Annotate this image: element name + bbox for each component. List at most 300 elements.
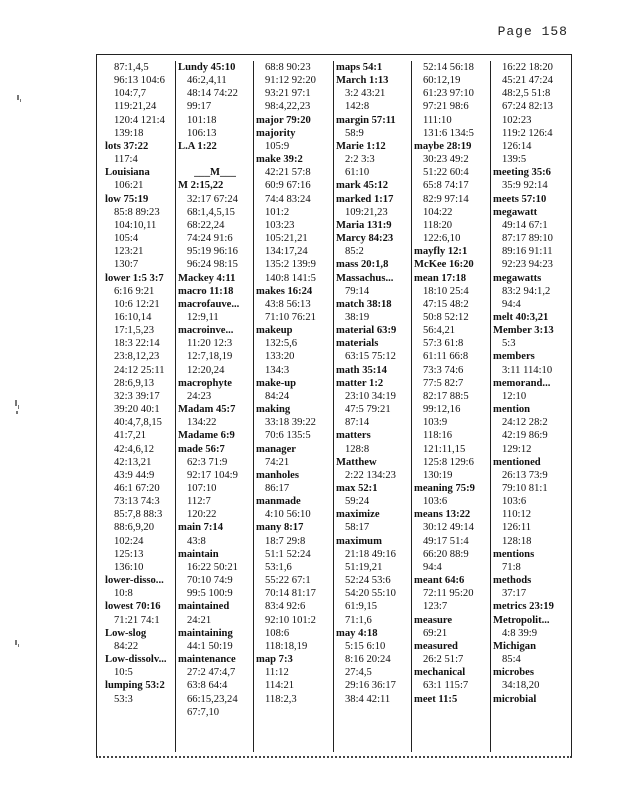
index-term: manholes <box>256 469 299 481</box>
index-locator: 118:18,19 <box>265 640 308 652</box>
index-term: manmade <box>256 496 301 508</box>
index-term: Matthew <box>336 456 377 468</box>
index-term: max 52:1 <box>336 483 378 494</box>
index-locator: 23:10 34:19 <box>345 390 396 402</box>
index-term: March 1:13 <box>336 75 389 87</box>
index-locator: 105:9 <box>265 140 290 152</box>
index-term: ___M___ <box>194 167 236 179</box>
index-locator: 73:13 74:3 <box>114 496 160 508</box>
index-term: measure <box>414 614 453 626</box>
index-term: Low-dissolv... <box>105 654 167 666</box>
index-locator: 30:12 49:14 <box>423 522 474 534</box>
index-term: makes 16:24 <box>256 285 313 297</box>
index-locator: 87:1,4,5 <box>114 62 149 73</box>
index-locator: 126:11 <box>502 522 532 534</box>
index-locator: 86:17 <box>265 483 290 494</box>
index-locator: 101:2 <box>265 206 290 218</box>
index-locator: 43:8 56:13 <box>265 298 311 310</box>
index-locator: 95:19 96:16 <box>187 246 238 258</box>
index-term: melt 40:3,21 <box>493 311 549 323</box>
index-locator: 6:16 9:21 <box>114 285 155 297</box>
index-locator: 82:9 97:14 <box>423 193 469 205</box>
index-locator: 117:4 <box>114 154 138 166</box>
index-term: Metropolit... <box>493 614 550 626</box>
index-locator: 27:2 47:4,7 <box>187 667 236 679</box>
index-locator: 28:6,9,13 <box>114 377 155 389</box>
index-locator: 99:5 100:9 <box>187 588 233 600</box>
index-locator: 134:22 <box>187 417 217 429</box>
index-locator: 101:18 <box>187 114 217 126</box>
index-term: megawatts <box>493 272 542 284</box>
index-term: maximum <box>336 535 382 547</box>
index-term: Michigan <box>493 640 536 652</box>
index-term: marked 1:17 <box>336 193 394 205</box>
index-column-6 <box>490 61 573 752</box>
index-locator: 106:13 <box>187 127 217 139</box>
index-locator: 45:21 47:24 <box>502 75 553 87</box>
index-locator: 60:12,19 <box>423 75 461 87</box>
index-locator: 66:20 88:9 <box>423 548 469 560</box>
index-locator: 112:7 <box>187 496 211 508</box>
index-locator: 118:20 <box>423 219 453 231</box>
index-locator: 47:15 48:2 <box>423 298 469 310</box>
index-locator: 103:23 <box>265 219 295 231</box>
index-locator: 44:1 50:19 <box>187 640 233 652</box>
index-locator: 103:6 <box>423 496 448 508</box>
index-term: main 7:14 <box>178 522 224 534</box>
index-term: metrics 23:19 <box>493 601 554 613</box>
index-term: math 35:14 <box>336 364 387 376</box>
index-locator: 70:14 81:17 <box>265 588 316 600</box>
index-locator: 105:21,21 <box>265 233 308 245</box>
index-term: margin 57:11 <box>336 114 396 126</box>
index-term: make 39:2 <box>256 154 303 166</box>
index-term: lumping 53:2 <box>105 680 165 692</box>
index-term: mayfly 12:1 <box>414 246 468 258</box>
index-term: measured <box>414 640 458 652</box>
index-locator: 18:10 25:4 <box>423 285 469 297</box>
index-locator: 140:8 141:5 <box>265 272 316 284</box>
index-locator: 4:8 39:9 <box>502 627 538 639</box>
index-locator: 126:14 <box>502 140 532 152</box>
index-locator: 103:6 <box>502 496 527 508</box>
index-locator: 69:21 <box>423 627 448 639</box>
index-term: mark 45:12 <box>336 180 389 192</box>
index-term: makeup <box>256 325 293 337</box>
index-term: meeting 35:6 <box>493 167 551 179</box>
index-locator: 67:7,10 <box>187 706 220 718</box>
index-term: macrofauve... <box>178 298 240 310</box>
index-locator: 85:4 <box>502 654 521 666</box>
index-locator: 107:10 <box>187 483 217 494</box>
index-term: mean 17:18 <box>414 272 467 284</box>
index-term: meaning 75:9 <box>414 483 475 494</box>
index-locator: 3:11 114:10 <box>502 364 553 376</box>
index-locator: 79:14 <box>345 285 370 297</box>
index-locator: 50:8 52:12 <box>423 311 469 323</box>
index-locator: 42:4,6,12 <box>114 443 155 455</box>
index-locator: 38:4 42:11 <box>345 693 391 705</box>
index-locator: 68:22,24 <box>187 219 225 231</box>
index-locator: 35:9 92:14 <box>502 180 548 192</box>
index-locator: 10:8 <box>114 588 133 600</box>
index-locator: 84:22 <box>114 640 139 652</box>
index-locator: 58:17 <box>345 522 370 534</box>
index-term: major 79:20 <box>256 114 311 126</box>
index-locator: 96:13 104:6 <box>114 75 165 87</box>
index-locator: 129:12 <box>502 443 532 455</box>
index-locator: 61:11 66:8 <box>423 351 469 363</box>
index-column-3 <box>253 61 333 752</box>
index-locator: 49:17 51:4 <box>423 535 469 547</box>
index-locator: 71:8 <box>502 561 521 573</box>
index-locator: 97:21 98:6 <box>423 101 469 113</box>
index-locator: 70:6 135:5 <box>265 430 311 442</box>
index-term: M 2:15,22 <box>178 180 224 192</box>
index-locator: 105:4 <box>114 233 139 245</box>
index-locator: 104:7,7 <box>114 88 147 100</box>
index-locator: 119:21,24 <box>114 101 157 113</box>
index-locator: 121:11,15 <box>423 443 466 455</box>
index-locator: 123:21 <box>114 246 144 258</box>
index-locator: 68:8 90:23 <box>265 62 311 73</box>
index-term: maintain <box>178 548 219 560</box>
index-term: Louisiana <box>105 167 150 179</box>
index-locator: 29:16 36:17 <box>345 680 396 692</box>
index-locator: 103:9 <box>423 417 448 429</box>
index-locator: 139:18 <box>114 127 144 139</box>
index-locator: 62:3 71:9 <box>187 456 228 468</box>
index-locator: 102:23 <box>502 114 532 126</box>
index-locator: 111:10 <box>423 114 452 126</box>
index-locator: 130:7 <box>114 259 139 271</box>
index-term: macroinve... <box>178 325 234 337</box>
index-locator: 71:21 74:1 <box>114 614 160 626</box>
index-locator: 67:24 82:13 <box>502 101 553 113</box>
index-term: lots 37:22 <box>105 140 149 152</box>
index-locator: 134:3 <box>265 364 290 376</box>
index-term: mentioned <box>493 456 541 468</box>
index-locator: 136:10 <box>114 561 144 573</box>
index-locator: 4:10 56:10 <box>265 509 311 521</box>
index-term: methods <box>493 575 532 587</box>
index-term: mention <box>493 404 531 416</box>
index-locator: 11:12 <box>265 667 289 679</box>
index-locator: 52:24 53:6 <box>345 575 391 587</box>
index-term: microbial <box>493 693 537 705</box>
index-locator: 49:14 67:1 <box>502 219 548 231</box>
page-number: Page 158 <box>497 24 568 39</box>
index-locator: 74:24 91:6 <box>187 233 233 245</box>
index-locator: 54:20 55:10 <box>345 588 396 600</box>
index-term: maintenance <box>178 654 236 666</box>
index-term: Member 3:13 <box>493 325 554 337</box>
index-locator: 17:1,5,23 <box>114 325 155 337</box>
index-term: meets 57:10 <box>493 193 547 205</box>
index-locator: 26:13 73:9 <box>502 469 548 481</box>
index-locator: 5:15 6:10 <box>345 640 386 652</box>
index-locator: 84:24 <box>265 390 290 402</box>
index-locator: 10:5 <box>114 667 133 679</box>
index-locator: 48:2,5 51:8 <box>502 88 551 100</box>
index-locator: 85:2 <box>345 246 364 258</box>
index-locator: 74:4 83:24 <box>265 193 311 205</box>
index-term: maintaining <box>178 627 233 639</box>
index-locator: 99:17 <box>187 101 212 113</box>
index-locator: 55:22 67:1 <box>265 575 311 587</box>
index-term: map 7:3 <box>256 654 293 666</box>
index-locator: 53:3 <box>114 693 133 705</box>
index-locator: 106:21 <box>114 180 144 192</box>
index-term: material 63:9 <box>336 325 397 337</box>
index-locator: 118:2,3 <box>265 693 297 705</box>
index-locator: 85:7,8 88:3 <box>114 509 163 521</box>
index-locator: 128:8 <box>345 443 370 455</box>
index-locator: 66:15,23,24 <box>187 693 238 705</box>
index-locator: 24:23 <box>187 390 212 402</box>
index-term: Maria 131:9 <box>336 219 392 231</box>
index-locator: 83:4 92:6 <box>265 601 306 613</box>
index-term: may 4:18 <box>336 627 378 639</box>
index-locator: 94:4 <box>502 298 521 310</box>
index-locator: 42:13,21 <box>114 456 152 468</box>
index-term: meant 64:6 <box>414 575 465 587</box>
index-term: made 56:7 <box>178 443 225 455</box>
index-term: mentions <box>493 548 535 560</box>
index-locator: 71:1,6 <box>345 614 372 626</box>
index-locator: 119:2 126:4 <box>502 127 553 139</box>
index-locator: 87:14 <box>345 417 370 429</box>
index-locator: 10:6 12:21 <box>114 298 160 310</box>
index-locator: 56:4,21 <box>423 325 456 337</box>
index-locator: 11:20 12:3 <box>187 338 233 350</box>
index-term: many 8:17 <box>256 522 304 534</box>
index-locator: 142:8 <box>345 101 370 113</box>
index-locator: 33:18 39:22 <box>265 417 316 429</box>
index-locator: 39:20 40:1 <box>114 404 160 416</box>
index-locator: 104:22 <box>423 206 453 218</box>
index-locator: 61:23 97:10 <box>423 88 474 100</box>
index-locator: 58:9 <box>345 127 364 139</box>
index-term: maybe 28:19 <box>414 140 472 152</box>
index-column-4 <box>333 61 412 752</box>
index-locator: 53:1,6 <box>265 561 292 573</box>
index-locator: 16:10,14 <box>114 311 152 323</box>
index-locator: 24:12 25:11 <box>114 364 165 376</box>
index-locator: 42:21 57:8 <box>265 167 311 179</box>
index-locator: 130:19 <box>423 469 453 481</box>
index-locator: 12:20,24 <box>187 364 225 376</box>
index-locator: 43:9 44:9 <box>114 469 155 481</box>
index-column-1 <box>103 61 179 752</box>
index-locator: 98:4,22,23 <box>265 101 311 113</box>
index-locator: 77:5 82:7 <box>423 377 464 389</box>
index-locator: 134:17,24 <box>265 246 308 258</box>
index-locator: 52:14 56:18 <box>423 62 474 73</box>
index-locator: 8:16 20:24 <box>345 654 391 666</box>
index-locator: 110:12 <box>502 509 532 521</box>
index-locator: 46:2,4,11 <box>187 75 227 87</box>
index-term: mechanical <box>414 667 466 679</box>
index-locator: 18:3 22:14 <box>114 338 160 350</box>
index-term <box>176 153 254 166</box>
index-term: lower 1:5 3:7 <box>105 272 164 284</box>
index-locator: 79:10 81:1 <box>502 483 548 494</box>
index-locator: 51:19,21 <box>345 561 383 573</box>
index-term: maintained <box>178 601 230 613</box>
index-term: Massachus... <box>336 272 394 284</box>
index-term: macro 11:18 <box>178 285 234 297</box>
index-term: mass 20:1,8 <box>336 259 389 271</box>
index-locator: 63:8 64:4 <box>187 680 228 692</box>
index-locator: 92:23 94:23 <box>502 259 553 271</box>
index-locator: 12:7,18,19 <box>187 351 233 363</box>
index-locator: 30:23 49:2 <box>423 154 469 166</box>
index-locator: 114:21 <box>265 680 295 692</box>
index-locator: 63:1 115:7 <box>423 680 469 692</box>
index-locator: 88:6,9,20 <box>114 522 155 534</box>
index-term: Madam 45:7 <box>178 404 236 416</box>
index-term: Marie 1:12 <box>336 140 386 152</box>
index-term: lower-disso... <box>105 575 164 587</box>
index-locator: 120:22 <box>187 509 217 521</box>
index-term: materials <box>336 338 379 350</box>
index-term: low 75:19 <box>105 193 149 205</box>
index-locator: 108:6 <box>265 627 290 639</box>
index-locator: 16:22 50:21 <box>187 561 238 573</box>
index-locator: 109:21,23 <box>345 206 388 218</box>
index-term: means 13:22 <box>414 509 471 521</box>
index-locator: 65:8 74:17 <box>423 180 469 192</box>
index-locator: 16:22 18:20 <box>502 62 553 73</box>
index-locator: 12:10 <box>502 390 527 402</box>
index-term: making <box>256 404 291 416</box>
index-term: McKee 16:20 <box>414 259 474 271</box>
index-locator: 87:17 89:10 <box>502 233 553 245</box>
index-locator: 42:19 86:9 <box>502 430 548 442</box>
index-term: matter 1:2 <box>336 377 384 389</box>
index-locator: 12:9,11 <box>187 311 219 323</box>
index-locator: 92:10 101:2 <box>265 614 316 626</box>
index-locator: 94:4 <box>423 561 442 573</box>
index-term: meet 11:5 <box>414 693 458 705</box>
index-locator: 32:3 39:17 <box>114 390 160 402</box>
index-locator: 2:22 134:23 <box>345 469 396 481</box>
index-locator: 82:17 88:5 <box>423 390 469 402</box>
index-term: megawatt <box>493 206 538 218</box>
index-locator: 26:2 51:7 <box>423 654 464 666</box>
index-locator: 89:16 91:11 <box>502 246 553 258</box>
index-locator: 73:3 74:6 <box>423 364 464 376</box>
index-locator: 102:24 <box>114 535 144 547</box>
index-locator: 125:13 <box>114 548 144 560</box>
index-locator: 32:17 67:24 <box>187 193 238 205</box>
index-locator: 139:5 <box>502 154 527 166</box>
index-locator: 61:9,15 <box>345 601 378 613</box>
index-locator: 133:20 <box>265 351 295 363</box>
index-locator: 46:1 67:20 <box>114 483 160 494</box>
index-term: maps 54:1 <box>336 62 383 73</box>
index-locator: 47:5 79:21 <box>345 404 391 416</box>
index-locator: 51:22 60:4 <box>423 167 469 179</box>
index-locator: 92:17 104:9 <box>187 469 238 481</box>
index-locator: 99:12,16 <box>423 404 461 416</box>
index-term: Low-slog <box>105 627 147 639</box>
index-locator: 48:14 74:22 <box>187 88 238 100</box>
index-term: maximize <box>336 509 380 521</box>
index-term: lowest 70:16 <box>105 601 161 613</box>
index-term: L.A 1:22 <box>178 140 217 152</box>
index-term: match 38:18 <box>336 298 392 310</box>
index-locator: 18:7 29:8 <box>265 535 306 547</box>
index-table <box>96 54 572 758</box>
index-locator: 125:8 129:6 <box>423 456 474 468</box>
index-locator: 24:21 <box>187 614 212 626</box>
index-term: memorand... <box>493 377 551 389</box>
index-locator: 2:2 3:3 <box>345 154 375 166</box>
index-locator: 41:7,21 <box>114 430 147 442</box>
index-locator: 23:8,12,23 <box>114 351 160 363</box>
index-locator: 68:1,4,5,15 <box>187 206 235 218</box>
index-term: Marcy 84:23 <box>336 233 394 245</box>
index-locator: 24:12 28:2 <box>502 417 548 429</box>
index-locator: 85:8 89:23 <box>114 206 160 218</box>
index-locator: 63:15 75:12 <box>345 351 396 363</box>
index-locator: 3:2 43:21 <box>345 88 386 100</box>
index-term: make-up <box>256 377 297 389</box>
index-term: majority <box>256 127 296 139</box>
index-locator: 104:10,11 <box>114 219 157 231</box>
index-locator: 132:5,6 <box>265 338 298 350</box>
index-locator: 83:2 94:1,2 <box>502 285 551 297</box>
index-locator: 128:18 <box>502 535 532 547</box>
index-term: manager <box>256 443 297 455</box>
index-locator: 40:4,7,8,15 <box>114 417 162 429</box>
index-term: microbes <box>493 667 534 679</box>
index-locator: 123:7 <box>423 601 448 613</box>
index-locator: 135:2 139:9 <box>265 259 316 271</box>
index-column-5 <box>411 61 491 752</box>
index-locator: 51:1 52:24 <box>265 548 311 560</box>
index-locator: 37:17 <box>502 588 527 600</box>
index-term: matters <box>336 430 371 442</box>
index-locator: 74:21 <box>265 456 290 468</box>
index-term: Lundy 45:10 <box>178 62 236 73</box>
index-term: members <box>493 351 535 363</box>
index-locator: 71:10 76:21 <box>265 311 316 323</box>
index-term: Madame 6:9 <box>178 430 235 442</box>
index-locator: 38:19 <box>345 311 370 323</box>
index-locator: 43:8 <box>187 535 206 547</box>
index-locator: 70:10 74:9 <box>187 575 233 587</box>
index-locator: 118:16 <box>423 430 453 442</box>
index-locator: 27:4,5 <box>345 667 372 679</box>
index-locator: 61:10 <box>345 167 370 179</box>
index-locator: 93:21 97:1 <box>265 88 311 100</box>
index-locator: 57:3 61:8 <box>423 338 464 350</box>
index-locator: 34:18,20 <box>502 680 540 692</box>
index-locator: 59:24 <box>345 496 370 508</box>
index-locator: 122:6,10 <box>423 233 461 245</box>
index-locator: 5:3 <box>502 338 516 350</box>
index-locator: 96:24 98:15 <box>187 259 238 271</box>
index-locator: 131:6 134:5 <box>423 127 474 139</box>
index-term: Mackey 4:11 <box>178 272 236 284</box>
index-locator: 21:18 49:16 <box>345 548 396 560</box>
index-locator: 91:12 92:20 <box>265 75 316 87</box>
index-locator: 120:4 121:4 <box>114 114 165 126</box>
index-term: macrophyte <box>178 377 232 389</box>
